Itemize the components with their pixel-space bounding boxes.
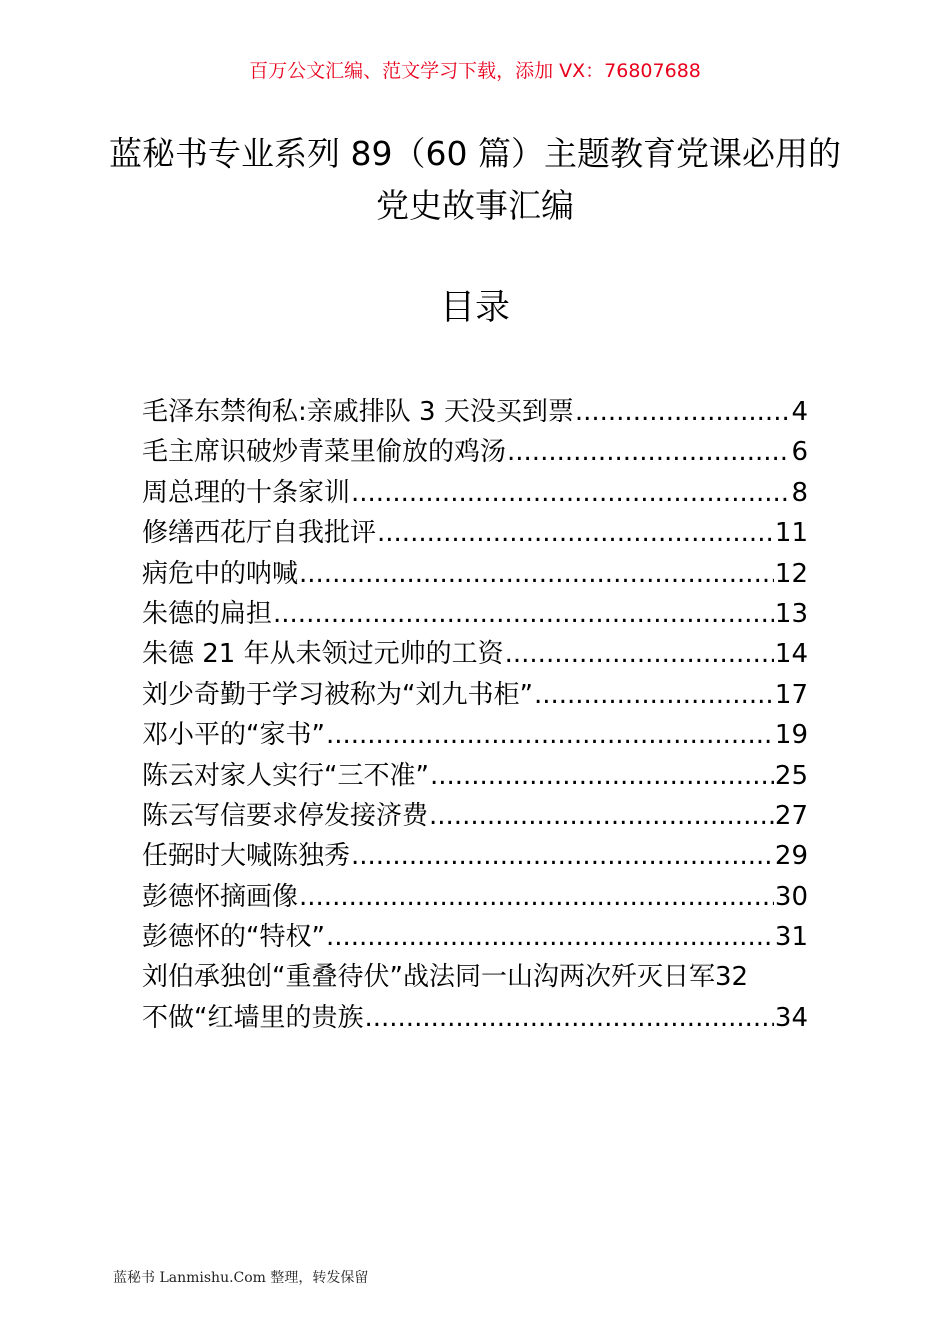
toc-entry[interactable] xyxy=(142,796,808,836)
toc-dot-leader xyxy=(429,796,774,836)
toc-entry[interactable] xyxy=(142,594,808,634)
toc-entry-title: 彭德怀摘画像 xyxy=(142,881,299,912)
toc-entry-page: 29 xyxy=(774,841,808,872)
header-note: 百万公文汇编、范文学习下载，添加 VX：76807688 xyxy=(249,60,701,82)
toc-entry[interactable] xyxy=(142,432,808,472)
toc-entry-page: 34 xyxy=(774,1002,808,1033)
toc-entry-page: 13 xyxy=(774,598,808,629)
toc-entry[interactable] xyxy=(142,634,808,674)
toc-entry-title: 不做“红墙里的贵族 xyxy=(142,1002,364,1033)
toc-dot-leader xyxy=(505,634,774,674)
toc-entry[interactable] xyxy=(142,756,808,796)
toc-entry-page: 8 xyxy=(791,477,808,508)
toc-entry[interactable] xyxy=(142,513,808,553)
toc-entry-title: 朱德 21 年从未领过元帅的工资 xyxy=(142,639,504,670)
toc-entry[interactable] xyxy=(142,836,808,876)
toc-entry-page: 12 xyxy=(774,558,808,589)
toc-entry-page: 30 xyxy=(774,881,808,912)
toc-entry-title: 朱德的扁担 xyxy=(142,598,273,629)
toc-entry-title: 周总理的十条家训 xyxy=(142,477,351,508)
toc-entry-page: 11 xyxy=(774,518,808,549)
toc-entry[interactable] xyxy=(142,675,808,715)
toc-dot-leader xyxy=(575,392,791,432)
toc-dot-leader xyxy=(364,998,773,1038)
toc-entry-page: 6 xyxy=(791,437,808,468)
toc-dot-leader xyxy=(377,513,774,553)
toc-dot-leader xyxy=(351,836,774,876)
toc-entry[interactable] xyxy=(142,715,808,755)
toc-entry-title: 彭德怀的“特权” xyxy=(142,922,325,953)
toc-entry-page: 19 xyxy=(774,720,808,751)
toc-entry-page: 27 xyxy=(774,800,808,831)
toc-entry-page: 25 xyxy=(774,760,808,791)
toc-dot-leader xyxy=(351,473,790,513)
toc-entry[interactable] xyxy=(142,957,808,997)
toc-entry-title: 刘伯承独创“重叠待伏”战法同一山沟两次歼灭日军 xyxy=(142,962,715,993)
toc-dot-leader xyxy=(507,432,790,472)
toc-entry-page: 14 xyxy=(774,639,808,670)
toc-entry-title: 病危中的呐喊 xyxy=(142,558,299,589)
toc-entry-title: 陈云对家人实行“三不准” xyxy=(142,760,429,791)
toc-dot-leader xyxy=(534,675,774,715)
toc-entry-page: 31 xyxy=(774,922,808,953)
toc-entry[interactable] xyxy=(142,473,808,513)
toc-heading: 目录 xyxy=(439,288,510,328)
toc-entry-page: 4 xyxy=(791,397,808,427)
toc-entry-title: 毛主席识破炒青菜里偷放的鸡汤 xyxy=(142,437,507,468)
toc-entry-title: 任弼时大喊陈独秀 xyxy=(142,841,351,872)
toc-entry[interactable] xyxy=(142,877,808,917)
toc-dot-leader xyxy=(326,715,774,755)
toc-dot-leader xyxy=(299,554,774,594)
toc-entry-page: 17 xyxy=(774,679,808,710)
toc-entry[interactable] xyxy=(142,917,808,957)
table-of-contents xyxy=(142,392,808,1038)
toc-entry-title: 陈云写信要求停发接济费 xyxy=(142,800,429,831)
toc-entry[interactable] xyxy=(142,554,808,594)
toc-entry-title: 毛泽东禁徇私:亲戚排队 3 天没买到票 xyxy=(142,397,574,427)
document-title: 蓝秘书专业系列 89（60 篇）主题教育党课必用的 党史故事汇编 xyxy=(109,134,841,225)
toc-dot-leader xyxy=(326,917,774,957)
toc-dot-leader xyxy=(273,594,774,634)
toc-entry-page: 32 xyxy=(714,962,749,993)
toc-dot-leader xyxy=(299,877,774,917)
toc-entry[interactable] xyxy=(142,392,808,432)
toc-dot-leader xyxy=(430,756,774,796)
toc-entry[interactable] xyxy=(142,998,808,1038)
toc-entry-title: 邓小平的“家书” xyxy=(142,720,325,751)
footer-note: 蓝秘书 Lanmishu.Com 整理，转发保留 xyxy=(113,1270,369,1286)
toc-entry-title: 刘少奇勤于学习被称为“刘九书柜” xyxy=(142,679,533,710)
toc-entry-title: 修缮西花厅自我批评 xyxy=(142,518,377,549)
